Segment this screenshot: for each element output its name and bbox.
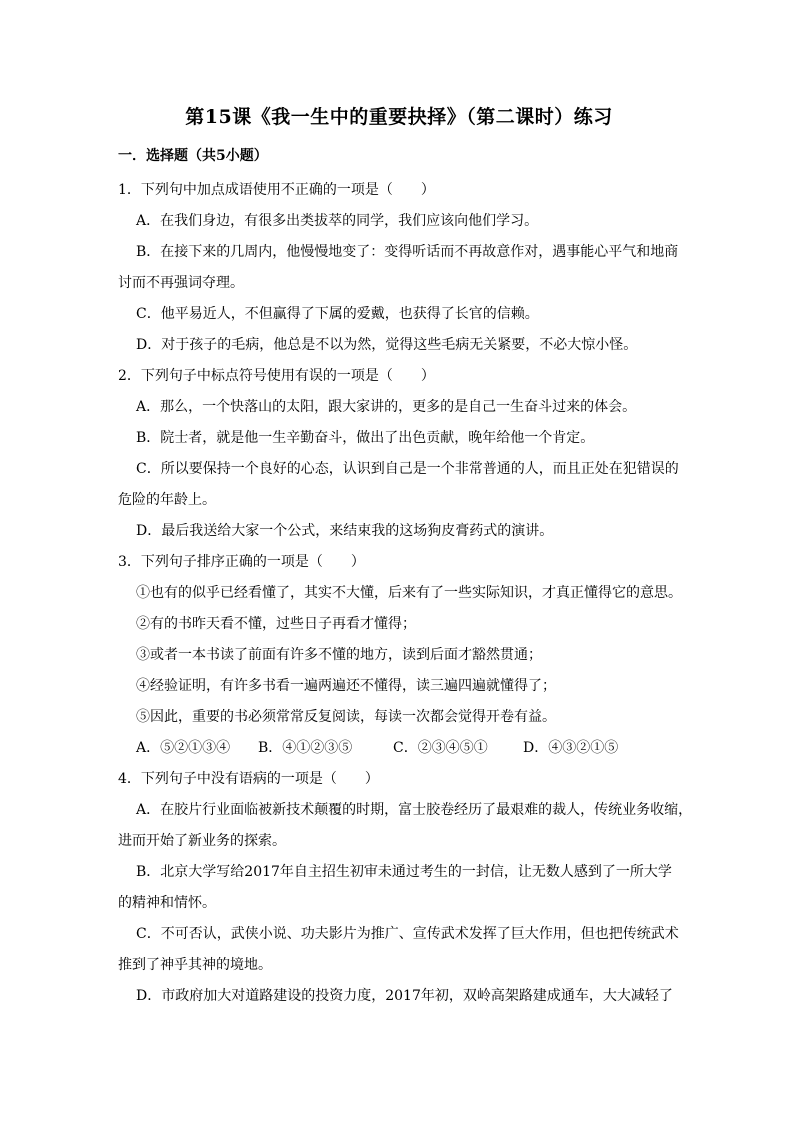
question-3-sentence-3: ③或者一本书读了前面有许多不懂的地方，读到后面才豁然贯通； [136,647,542,663]
question-3-option-d: D．④③②①⑤ [523,740,619,756]
question-2-option-c: C．所以要保持一个良好的心态，认识到自己是一个非常普通的人，而且正处在犯错误的 [136,461,679,477]
question-4-option-d: D．市政府加大对道路建设的投资力度，2017年初，双岭高架路建成通车，大大减轻了 [136,988,673,1004]
question-4 [118,764,693,1012]
question-1-stem: 1．下列句中加点成语使用不正确的一项是（ ） [118,182,435,198]
question-2-option-c-continued: 危险的年龄上。 [118,492,216,508]
section-heading: 一．选择题（共5小题） [118,148,268,164]
question-4-option-c: C．不可否认，武侠小说、功夫影片为推广、宣传武术发挥了巨大作用，但也把传统武术 [136,926,679,942]
question-1-option-b-continued: 讨而不再强词夺理。 [118,275,244,291]
question-4-option-a: A．在胶片行业面临被新技术颠覆的时期，富士胶卷经历了最艰难的裁人，传统业务收缩， [136,802,693,818]
question-1-option-d: D．对于孩子的毛病，他总是不以为然，觉得这些毛病无关紧要，不必大惊小怪。 [136,337,638,353]
question-1-option-c: C．他平易近人，不但赢得了下属的爱戴，也获得了长官的信赖。 [136,306,539,322]
question-3-stem: 3．下列句子排序正确的一项是（ ） [118,554,365,570]
question-2-option-d: D．最后我送给大家一个公式，来结束我的这场狗皮膏药式的演讲。 [136,523,554,539]
question-4-option-b-continued: 的精神和情怀。 [118,895,216,911]
question-2 [118,361,680,547]
question-2-option-a: A．那么，一个快落山的太阳，跟大家讲的，更多的是自己一生奋斗过来的体会。 [136,399,637,415]
question-3-sentence-1: ①也有的似乎已经看懂了，其实不大懂，后来有了一些实际知识，才真正懂得它的意思。 [136,585,682,601]
question-1-option-b: B．在接下来的几周内，他慢慢地变了：变得听话而不再故意作对，遇事能心平气和地商 [136,244,679,260]
question-3-option-b: B．④①②③⑤ [258,740,353,756]
question-3-sentence-4: ④经验证明，有许多书看一遍两遍还不懂得，读三遍四遍就懂得了； [136,678,556,694]
question-3-sentence-5: ⑤因此，重要的书必须常常反复阅读，每读一次都会觉得开卷有益。 [136,709,556,725]
question-3-choices [118,733,680,764]
question-3 [118,547,680,764]
question-4-option-c-continued: 推到了神乎其神的境地。 [118,957,272,973]
question-1-option-a: A．在我们身边，有很多出类拔萃的同学，我们应该向他们学习。 [136,213,539,229]
question-3-sentence-2: ②有的书昨天看不懂，过些日子再看才懂得； [136,616,416,632]
question-2-stem: 2．下列句子中标点符号使用有误的一项是（ ） [118,368,435,384]
question-1 [118,175,680,361]
question-4-option-b: B．北京大学写给2017年自主招生初审未通过考生的一封信，让无数人感到了一所大学 [136,864,672,880]
question-4-stem: 4．下列句子中没有语病的一项是（ ） [118,771,379,787]
question-3-option-c: C．②③④⑤① [393,740,488,756]
page-title: 第15课《我一生中的重要抉择》（第二课时）练习 [185,106,613,128]
question-4-option-a-continued: 进而开始了新业务的探索。 [118,833,286,849]
question-2-option-b: B．院士者，就是他一生辛勤奋斗，做出了出色贡献，晚年给他一个肯定。 [136,430,595,446]
question-3-option-a: A．⑤②①③④ [136,740,231,756]
